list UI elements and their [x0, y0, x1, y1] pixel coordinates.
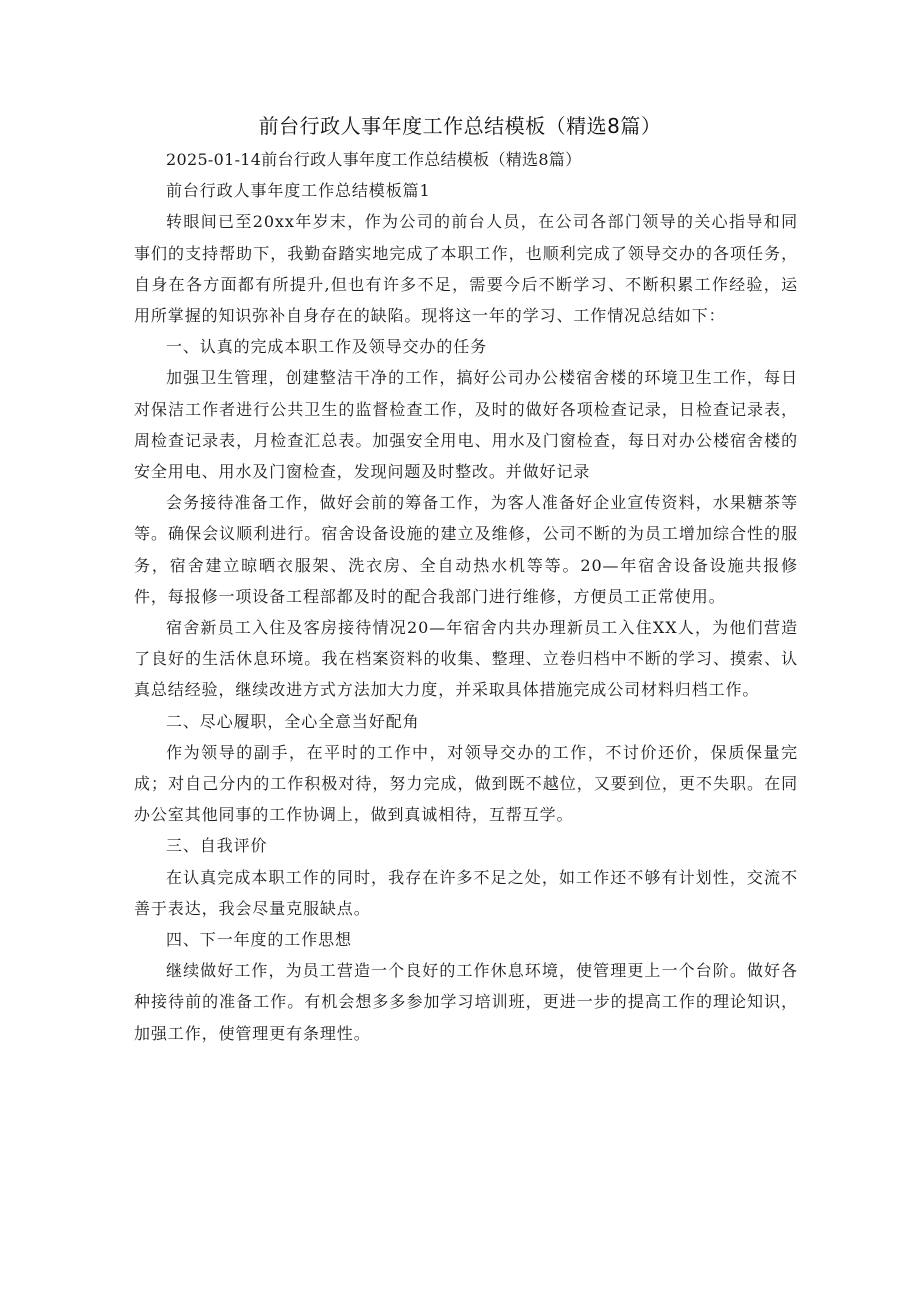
- paragraph-self-evaluation: 在认真完成本职工作的同时，我存在许多不足之处，如工作还不够有计划性，交流不善于表达，我会尽量克服缺点。: [134, 867, 798, 918]
- document-title: 前台行政人事年度工作总结模板（精选8篇）: [258, 114, 662, 138]
- paragraph-next-year: 继续做好工作，为员工营造一个良好的工作休息环境，使管理更上一个台阶。做好各种接待前的准备工作。有机会想多多参加学习培训班，更进一步的提高工作的理论知识，加强工作，使管理更有条理性。: [134, 961, 798, 1043]
- paragraph-intro: 转眼间已至20xx年岁末，作为公司的前台人员，在公司各部门领导的关心指导和同事们的支持帮助下，我勤奋踏实地完成了本职工作，也顺利完成了领导交办的各项任务，自身在各方面都有所提升,但也有许多不足，需要今后不断学习、不断积累工作经验，运用所掌握的知识弥补自身存在的缺陷。现将这一年的学习、工作情况总结如下：: [134, 212, 798, 326]
- section-title: 前台行政人事年度工作总结模板篇1: [166, 181, 431, 201]
- heading-4: 四、下一年度的工作思想: [166, 930, 352, 950]
- heading-3: 三、自我评价: [166, 836, 268, 856]
- paragraph-hygiene: 加强卫生管理，创建整洁干净的工作，搞好公司办公楼宿舍楼的环境卫生工作，每日对保洁工作者进行公共卫生的监督检查工作，及时的做好各项检查记录，日检查记录表，周检查记录表，月检查汇总表。加强安全用电、用水及门窗检查，每日对办公楼宿舍楼的安全用电、用水及门窗检查，发现问题及时整改。并做好记录: [134, 368, 798, 482]
- date-title-line: 2025-01-14前台行政人事年度工作总结模板（精选8篇）: [166, 150, 582, 169]
- paragraph-dormitory: 宿舍新员工入住及客房接待情况20—年宿舍内共办理新员工入住XX人，为他们营造了良好的生活休息环境。我在档案资料的收集、整理、立卷归档中不断的学习、摸索、认真总结经验，继续改进方式方法加大力度，并采取具体措施完成公司材料归档工作。: [134, 618, 798, 700]
- paragraph-duty: 作为领导的副手，在平时的工作中，对领导交办的工作，不讨价还价，保质保量完成；对自己分内的工作积极对待，努力完成，做到既不越位，又要到位，更不失职。在同办公室其他同事的工作协调上，做到真诚相待，互帮互学。: [134, 742, 798, 825]
- heading-2: 二、尽心履职，全心全意当好配角: [166, 711, 420, 731]
- heading-1: 一、认真的完成本职工作及领导交办的任务: [166, 337, 488, 357]
- paragraph-reception: 会务接待准备工作，做好会前的筹备工作，为客人准备好企业宣传资料，水果糖茶等等。确保会议顺利进行。宿舍设备设施的建立及维修，公司不断的为员工增加综合性的服务，宿舍建立晾晒衣服架、洗衣房、全自动热水机等等。20—年宿舍设备设施共报修件，每报修一项设备工程部都及时的配合我部门进行维修，方便员工正常使用。: [134, 493, 798, 606]
- document-body: [134, 144, 798, 1049]
